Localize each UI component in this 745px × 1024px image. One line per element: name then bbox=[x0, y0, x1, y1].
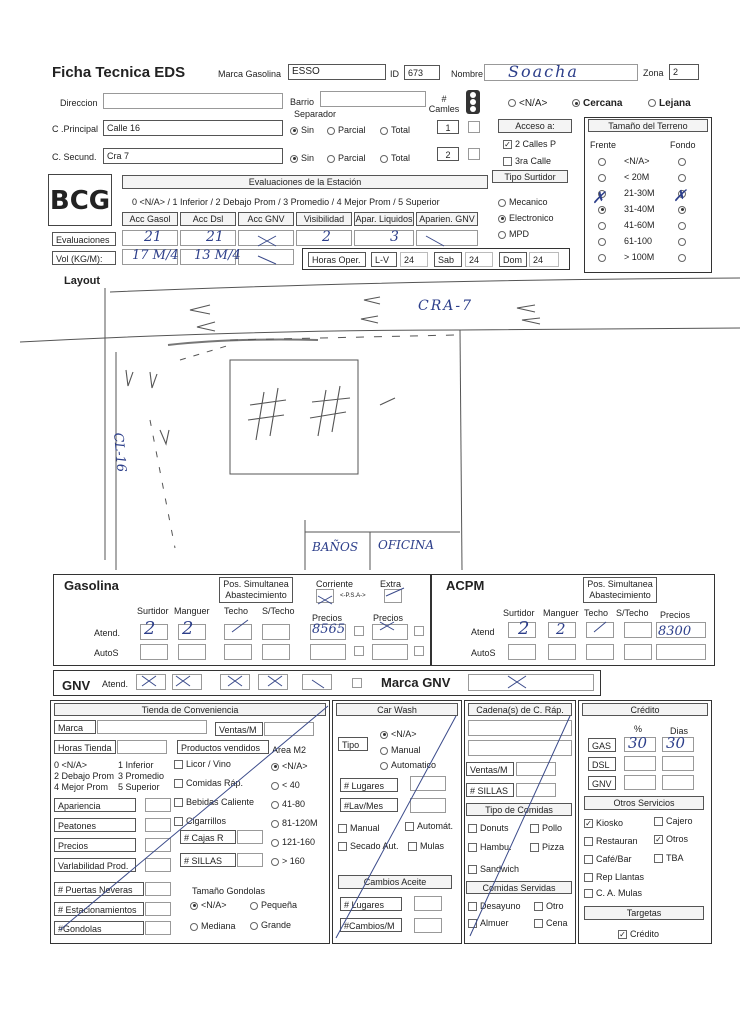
acpm-cell-1-0[interactable] bbox=[508, 644, 536, 660]
scale-0: 0 <N/A> bbox=[54, 760, 88, 770]
terreno-option-5: 61-100 bbox=[624, 236, 653, 246]
producto-label-3: Cigarrillos bbox=[186, 816, 227, 826]
tienda-cajas-field[interactable] bbox=[237, 830, 263, 844]
id-label: ID bbox=[390, 69, 399, 79]
tienda-productos: Productos vendidos bbox=[177, 740, 269, 754]
scale-1: 1 Inferior bbox=[118, 760, 154, 770]
acpm-stecho-h: S/Techo bbox=[616, 608, 649, 618]
nombre-label: Nombre bbox=[451, 69, 484, 79]
principal-count[interactable]: 1 bbox=[437, 120, 459, 134]
terreno-option-3: 31-40M bbox=[624, 204, 655, 214]
secund-parcial[interactable]: Parcial bbox=[327, 153, 366, 163]
eval-hand-4: 3 bbox=[390, 229, 399, 245]
gas-corriente: Corriente bbox=[316, 579, 354, 589]
gas-precio-value: 8565 bbox=[312, 622, 346, 637]
gnv-marca-label: Marca GNV bbox=[381, 675, 451, 690]
area-label-2: 41-80 bbox=[282, 799, 306, 809]
cadena-otro[interactable]: Otro bbox=[534, 901, 564, 911]
gas-surtidor-value: 2 bbox=[144, 618, 156, 639]
tienda-marca: Marca bbox=[54, 720, 96, 734]
row-evaluaciones: Evaluaciones bbox=[52, 232, 116, 246]
acpm-cell-0-2[interactable] bbox=[586, 622, 614, 638]
producto-1[interactable] bbox=[174, 778, 243, 788]
gas-cell-1-2[interactable] bbox=[224, 644, 252, 660]
gnv-cell-0[interactable] bbox=[136, 674, 166, 690]
dom-label: Dom bbox=[499, 252, 527, 267]
credito-dsl-pct[interactable] bbox=[624, 756, 656, 771]
tamano-gondolas: Tamaño Gondolas bbox=[192, 886, 266, 896]
carwash-chk-mulas[interactable]: Mulas bbox=[408, 841, 444, 851]
carwash-automatico[interactable]: Automatico bbox=[380, 760, 436, 770]
surtidor-mecanico[interactable]: Mecanico bbox=[498, 197, 548, 207]
gnv-title: GNV bbox=[62, 678, 91, 693]
gas-chk2-1[interactable] bbox=[414, 646, 424, 656]
cadena-sandwich[interactable]: Sandwich bbox=[468, 864, 519, 874]
principal-sin[interactable]: Sin bbox=[290, 125, 314, 135]
cadena-sillas: # SILLAS bbox=[466, 783, 514, 797]
credito-gas-dias-value: 30 bbox=[666, 734, 686, 752]
cadena-field-2[interactable] bbox=[468, 740, 572, 756]
tienda-marca-field[interactable] bbox=[97, 720, 207, 734]
prox-lejana[interactable]: Lejana bbox=[648, 98, 691, 109]
vol-hand-1: 13 M/4 bbox=[194, 248, 241, 263]
gas-cell-1-3[interactable] bbox=[262, 644, 290, 660]
acpm-title: ACPM bbox=[446, 578, 485, 593]
metric-1: Peatones bbox=[54, 818, 136, 832]
scale-2: 2 Debajo Prom bbox=[54, 771, 115, 781]
secund-count[interactable]: 2 bbox=[437, 147, 459, 161]
prox-na[interactable]: <N/A> bbox=[508, 98, 547, 109]
dom-field[interactable]: 24 bbox=[529, 252, 559, 267]
sab-label: Sab bbox=[434, 252, 462, 267]
gas-extra: Extra bbox=[380, 579, 402, 589]
barrio-label: Barrio bbox=[290, 97, 315, 107]
carwash-chk-manual[interactable]: Manual bbox=[338, 823, 380, 833]
area-label-1: < 40 bbox=[282, 780, 300, 790]
area-0[interactable] bbox=[271, 761, 308, 771]
tienda-title: Tienda de Conveniencia bbox=[54, 703, 326, 716]
acceso-2calles[interactable]: ✓ 2 Calles P bbox=[504, 139, 557, 150]
acpm-manguer-value: 2 bbox=[556, 620, 566, 638]
acpm-price-1[interactable] bbox=[656, 644, 706, 660]
lv-label: L-V bbox=[371, 252, 397, 267]
credito-dias: Dias bbox=[670, 726, 689, 736]
producto-label-1: Comidas Ráp. bbox=[186, 778, 244, 788]
cadena-ventas-field[interactable] bbox=[516, 762, 556, 776]
zona-field[interactable]: 2 bbox=[669, 64, 699, 80]
gondola-mediana[interactable]: Mediana bbox=[190, 921, 236, 931]
acpm-techo-h: Techo bbox=[584, 608, 609, 618]
tienda-sillas: # SILLAS bbox=[180, 853, 236, 867]
terreno-fondo: Fondo bbox=[670, 140, 696, 150]
eval-col-4: Apar. Liquidos bbox=[355, 214, 413, 224]
tienda-horas-field[interactable] bbox=[117, 740, 167, 754]
cadena-hambu[interactable]: Hambu. bbox=[468, 842, 512, 852]
carwash-lav: #Lav/Mes bbox=[340, 798, 398, 812]
street-cra7: CRA-7 bbox=[418, 298, 474, 314]
acceso-3calle[interactable]: 3ra Calle bbox=[503, 156, 551, 166]
gas-price2-0[interactable] bbox=[372, 624, 408, 640]
carwash-tipo: Tipo bbox=[338, 737, 368, 751]
gnv-chk[interactable] bbox=[352, 678, 362, 688]
tienda-neveras-field[interactable] bbox=[145, 882, 171, 896]
tienda-sillas-field[interactable] bbox=[237, 853, 263, 867]
gondola-pequena[interactable]: Pequeña bbox=[250, 900, 297, 910]
credito-dsl-dias[interactable] bbox=[662, 756, 694, 771]
gnv-cell-3[interactable] bbox=[258, 674, 288, 690]
nombre-handwritten: Soacha bbox=[508, 62, 579, 81]
area-label-0: <N/A> bbox=[282, 761, 308, 771]
scale-3: 3 Promedio bbox=[118, 771, 165, 781]
tipo-comidas-title: Tipo de Comidas bbox=[466, 803, 572, 816]
acpm-cell-1-2[interactable] bbox=[586, 644, 614, 660]
credito-gas-pct-value: 30 bbox=[628, 734, 648, 752]
eval-hand-3: 2 bbox=[322, 229, 331, 245]
acpm-precios-h: Precios bbox=[660, 610, 691, 620]
camles-label: # Camles bbox=[428, 94, 460, 114]
eval-hand-0: 21 bbox=[144, 229, 162, 245]
acpm-precio-value: 8300 bbox=[658, 624, 692, 639]
tienda-ventas: Ventas/M bbox=[215, 722, 263, 736]
principal-total[interactable]: Total bbox=[380, 125, 410, 135]
cadena-field-1[interactable] bbox=[468, 720, 572, 736]
gas-price2-1[interactable] bbox=[372, 644, 408, 660]
principal-label: C .Principal bbox=[52, 124, 99, 134]
tienda-estac-field[interactable] bbox=[145, 902, 171, 916]
direccion-label: Direccion bbox=[60, 98, 98, 108]
banos-label: BAÑOS bbox=[312, 540, 359, 554]
page-title: Ficha Tecnica EDS bbox=[52, 64, 186, 81]
svc-otros[interactable]: ✓ Otros bbox=[655, 834, 689, 845]
carwash-manual[interactable]: Manual bbox=[380, 745, 421, 755]
terreno-option-6: > 100M bbox=[624, 252, 655, 262]
credito-gnv-pct[interactable] bbox=[624, 775, 656, 790]
acpm-manguer-h: Manguer bbox=[543, 608, 579, 618]
gnv-cell-1[interactable] bbox=[172, 674, 202, 690]
gasolina-title: Gasolina bbox=[64, 578, 119, 593]
eval-scale: 0 <N/A> / 1 Inferior / 2 Debajo Prom / 3 Promedio / 4 Mejor Prom / 5 Superior bbox=[132, 197, 440, 207]
frente-mark: ✗ bbox=[592, 188, 606, 207]
layout-label: Layout bbox=[64, 275, 101, 287]
cambios-lugares: # Lugares bbox=[340, 897, 402, 911]
id-field[interactable]: 673 bbox=[404, 65, 440, 80]
secund-total[interactable]: Total bbox=[380, 153, 410, 163]
terreno-option-4: 41-60M bbox=[624, 220, 655, 230]
acpm-atend: Atend bbox=[471, 627, 495, 637]
secund-sin[interactable]: Sin bbox=[290, 153, 314, 163]
gas-pos-sim: Pos. Simultanea Abastecimiento bbox=[219, 577, 293, 603]
street-cl16: CL-16 bbox=[110, 432, 129, 473]
gas-chk2-0[interactable] bbox=[414, 626, 424, 636]
area-2[interactable] bbox=[271, 799, 305, 809]
tienda-gondolas: #Gondolas bbox=[54, 921, 144, 935]
gas-manguer-value: 2 bbox=[182, 618, 194, 639]
svc-llantas[interactable]: Rep Llantas bbox=[584, 872, 644, 882]
area-4[interactable] bbox=[271, 837, 315, 847]
svc-mulas[interactable]: C. A. Mulas bbox=[584, 888, 642, 898]
svc-tba[interactable]: TBA bbox=[654, 853, 684, 863]
gnv-atend: Atend. bbox=[102, 679, 129, 689]
tipo-surtidor-title: Tipo Surtidor bbox=[492, 170, 568, 183]
credito-pct: % bbox=[634, 724, 643, 734]
terreno-option-0: <N/A> bbox=[624, 156, 650, 166]
carwash-lav-field[interactable] bbox=[410, 798, 446, 813]
area-3[interactable] bbox=[271, 818, 318, 828]
eval-col-0: Acc Gasol bbox=[122, 212, 178, 226]
tienda-area: Area M2 bbox=[272, 745, 307, 755]
gas-techo-h: Techo bbox=[224, 606, 249, 616]
acpm-cell-1-3[interactable] bbox=[624, 644, 652, 660]
marca-field[interactable]: ESSO bbox=[288, 64, 386, 80]
tarjeta-credito[interactable]: ✓ Crédito bbox=[619, 929, 660, 940]
targetas-title: Targetas bbox=[584, 906, 704, 920]
sab-field[interactable]: 24 bbox=[465, 252, 493, 267]
terreno-title: Tamaño del Terreno bbox=[588, 119, 708, 132]
gas-cell-1-0[interactable] bbox=[140, 644, 168, 660]
eval-col-2: Acc GNV bbox=[238, 212, 294, 226]
secund-label: C. Secund. bbox=[52, 152, 97, 162]
gas-cell-0-2[interactable] bbox=[224, 624, 252, 640]
tienda-horas: Horas Tienda bbox=[54, 740, 116, 754]
metric-field-2[interactable] bbox=[145, 838, 171, 852]
marca-label: Marca Gasolina bbox=[218, 69, 282, 79]
fondo-mark: ✗ bbox=[673, 186, 687, 205]
carwash-lugares: # Lugares bbox=[340, 778, 398, 792]
producto-2[interactable] bbox=[174, 797, 254, 807]
metric-2: Precios bbox=[54, 838, 136, 852]
cadena-ventas: Ventas/M bbox=[466, 762, 514, 776]
gas-cell-1-1[interactable] bbox=[178, 644, 206, 660]
cadena-sillas-field[interactable] bbox=[516, 783, 556, 797]
carwash-na[interactable]: <N/A> bbox=[380, 729, 417, 739]
cadena-pollo[interactable]: Pollo bbox=[530, 823, 562, 833]
gas-precios-h2: Precios bbox=[373, 613, 404, 623]
producto-0[interactable] bbox=[174, 759, 231, 769]
acceso-title: Acceso a: bbox=[498, 119, 572, 133]
gas-manguer-h: Manguer bbox=[174, 606, 210, 616]
metric-field-0[interactable] bbox=[145, 798, 171, 812]
vol-hand-0: 17 M/4 bbox=[132, 248, 179, 263]
gas-extra-box[interactable] bbox=[384, 589, 402, 603]
eval-col-3: Visibilidad bbox=[296, 212, 352, 226]
gas-price1-1[interactable] bbox=[310, 644, 346, 660]
metric-0: Apariencia bbox=[54, 798, 136, 812]
area-label-4: 121-160 bbox=[282, 837, 316, 847]
svc-cafe[interactable]: Café/Bar bbox=[584, 854, 632, 864]
secund-field[interactable]: Cra 7 bbox=[103, 148, 283, 164]
carwash-title: Car Wash bbox=[336, 703, 458, 716]
gas-autos: AutoS bbox=[94, 648, 119, 658]
zona-label: Zona bbox=[643, 68, 664, 78]
separador-label: Separador bbox=[294, 109, 337, 119]
cadena-donuts[interactable]: Donuts bbox=[468, 823, 509, 833]
gnv-cell-2[interactable] bbox=[220, 674, 250, 690]
credito-gnv-dias[interactable] bbox=[662, 775, 694, 790]
prox-cercana[interactable]: Cercana bbox=[572, 98, 622, 109]
gas-corriente-box[interactable] bbox=[316, 589, 334, 603]
scale-4: 4 Mejor Prom bbox=[54, 782, 109, 792]
acpm-surtidor-h: Surtidor bbox=[503, 608, 535, 618]
horas-label: Horas Oper. bbox=[308, 252, 366, 267]
otros-servicios-title: Otros Servicios bbox=[584, 796, 704, 810]
cambios-cambios: #Cambios/M bbox=[340, 918, 402, 932]
oficina-label: OFICINA bbox=[378, 538, 434, 552]
principal-parcial[interactable]: Parcial bbox=[327, 125, 366, 135]
servidas-title: Comidas Servidas bbox=[466, 881, 572, 894]
acpm-pos-sim: Pos. Simultanea Abastecimiento bbox=[583, 577, 657, 603]
eval-col-1: Acc Dsl bbox=[180, 212, 236, 226]
terreno-option-2: 21-30M bbox=[624, 188, 655, 198]
acpm-autos: AutoS bbox=[471, 648, 496, 658]
acpm-surtidor-value: 2 bbox=[518, 618, 530, 639]
area-label-5: > 160 bbox=[282, 856, 305, 866]
row-vol: Vol (KG/M): bbox=[52, 251, 116, 265]
terreno-frente: Frente bbox=[590, 140, 617, 150]
metric-field-3[interactable] bbox=[145, 858, 171, 872]
surtidor-electronico[interactable]: Electronico bbox=[498, 213, 554, 223]
tienda-gondolas-field[interactable] bbox=[145, 921, 171, 935]
acpm-cell-1-1[interactable] bbox=[548, 644, 576, 660]
producto-label-0: Licor / Vino bbox=[186, 759, 231, 769]
terreno-option-1: < 20M bbox=[624, 172, 650, 182]
principal-field[interactable]: Calle 16 bbox=[103, 120, 283, 136]
metric-3: Varlabilidad Prod. bbox=[54, 858, 136, 872]
tienda-neveras: # Puertas Neveras bbox=[54, 882, 144, 896]
lv-field[interactable]: 24 bbox=[400, 252, 428, 267]
cambios-title: Cambios Aceite bbox=[338, 875, 452, 889]
area-label-3: 81-120M bbox=[282, 818, 318, 828]
scale-5: 5 Superior bbox=[118, 782, 160, 792]
eval-hand-1: 21 bbox=[206, 229, 224, 245]
gnv-marca-field[interactable] bbox=[468, 674, 594, 691]
gas-cell-0-3[interactable] bbox=[262, 624, 290, 640]
acpm-cell-0-3[interactable] bbox=[624, 622, 652, 638]
gas-surtidor-h: Surtidor bbox=[137, 606, 169, 616]
gnv-cell-4[interactable] bbox=[302, 674, 332, 690]
cadena-desayuno[interactable]: Desayuno bbox=[468, 901, 521, 911]
svc-cajero[interactable]: Cajero bbox=[654, 816, 693, 826]
cambios-cambios-field[interactable] bbox=[414, 918, 442, 933]
credito-gnv: GNV bbox=[588, 776, 616, 790]
producto-label-2: Bebidas Caliente bbox=[186, 797, 255, 807]
eval-col-5: Aparien. GNV bbox=[416, 212, 478, 226]
tienda-estacionamientos: # Estacionamientos bbox=[54, 902, 144, 916]
area-5[interactable] bbox=[271, 856, 305, 866]
svc-kiosko[interactable]: ✓ Kiosko bbox=[585, 818, 624, 829]
gas-psa: <-P.S.A-> bbox=[340, 593, 366, 599]
cadena-almuer[interactable]: Almuer bbox=[468, 918, 509, 928]
surtidor-mpd[interactable]: MPD bbox=[498, 229, 529, 239]
credito-gas: GAS bbox=[588, 738, 616, 752]
gondola-na[interactable]: <N/A> bbox=[190, 900, 227, 910]
gas-chk1-0[interactable] bbox=[354, 626, 364, 636]
gondola-grande[interactable]: Grande bbox=[250, 920, 291, 930]
gas-precios-h1: Precios bbox=[312, 613, 343, 623]
eval-title: Evaluaciones de la Estación bbox=[122, 175, 488, 189]
carwash-lugares-field[interactable] bbox=[410, 776, 446, 791]
carwash-chk-automat[interactable]: Automát. bbox=[405, 821, 453, 831]
bcg-logo: BCG bbox=[48, 174, 112, 226]
carwash-chk-secado[interactable]: Secado Aut. bbox=[338, 841, 399, 851]
producto-3[interactable] bbox=[174, 816, 226, 826]
cadena-pizza[interactable]: Pizza bbox=[530, 842, 564, 852]
tienda-ventas-field[interactable] bbox=[264, 722, 314, 736]
tienda-cajas: # Cajas R bbox=[180, 830, 236, 844]
credito-title: Crédito bbox=[582, 703, 708, 716]
area-1[interactable] bbox=[271, 780, 300, 790]
gas-chk1-1[interactable] bbox=[354, 646, 364, 656]
gas-stecho-h: S/Techo bbox=[262, 606, 295, 616]
cadena-title: Cadena(s) de C. Ráp. bbox=[468, 703, 572, 716]
gas-atend: Atend. bbox=[94, 628, 121, 638]
credito-dsl: DSL bbox=[588, 757, 616, 771]
svc-restauran[interactable]: Restauran bbox=[584, 836, 638, 846]
metric-field-1[interactable] bbox=[145, 818, 171, 832]
cadena-cena[interactable]: Cena bbox=[534, 918, 568, 928]
cambios-lugares-field[interactable] bbox=[414, 896, 442, 911]
